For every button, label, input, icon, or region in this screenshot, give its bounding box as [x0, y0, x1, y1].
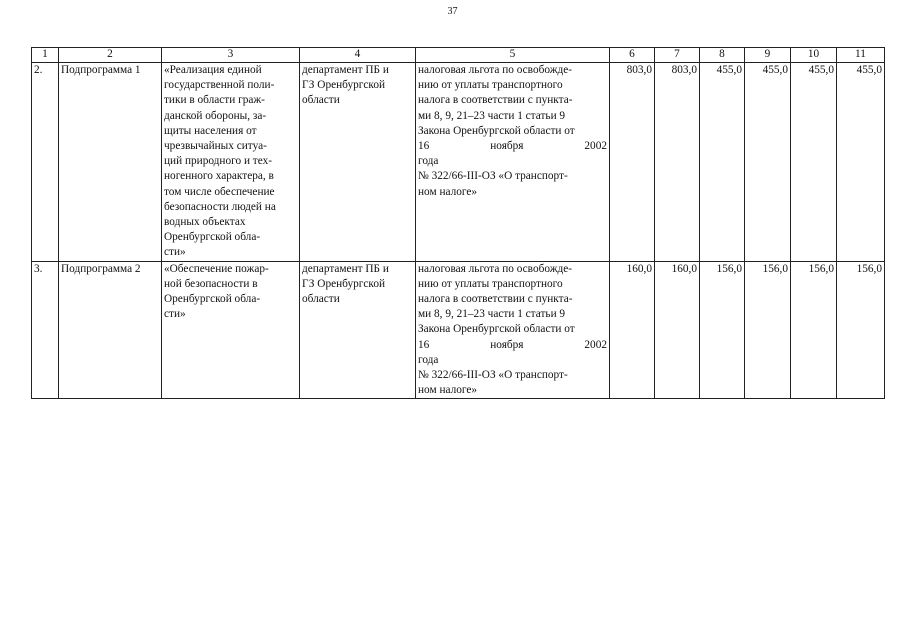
text-line: Оренбургской обла-	[164, 231, 261, 244]
program-name-cell	[162, 261, 300, 399]
column-header: 10	[791, 48, 837, 63]
text-line: ном налоге»	[418, 384, 478, 397]
value-cell: 160,0	[610, 261, 655, 399]
text-line: № 322/66-III-ОЗ «О транспорт-	[418, 369, 568, 382]
table-header-row	[32, 48, 885, 63]
text-line: департамент ПБ и	[302, 64, 389, 76]
text-line: данской обороны, за-	[164, 109, 267, 122]
value-cell: 156,0	[745, 261, 791, 399]
text-line: ГЗ Оренбургской	[302, 277, 386, 290]
value-cell: 455,0	[791, 63, 837, 262]
text-line: «Обеспечение пожар-	[164, 262, 269, 275]
text-line: области	[302, 293, 340, 306]
text-line: налоговая льгота по освобожде-	[418, 64, 573, 76]
text-line: безопасности людей на	[164, 200, 276, 213]
column-header: 2	[59, 48, 162, 63]
value-cell: 803,0	[655, 63, 700, 262]
text-line: государственной поли-	[164, 79, 275, 92]
text-line: № 322/66-III-ОЗ «О транспорт-	[418, 170, 568, 183]
text-line: ногенного характера, в	[164, 170, 274, 183]
text-line: нию от уплаты транспортного	[418, 79, 563, 92]
text-line: Закона Оренбургской области от	[418, 124, 575, 137]
department-cell	[300, 63, 416, 262]
column-header: 8	[700, 48, 745, 63]
text-line: сти»	[164, 308, 186, 321]
row-number: 3.	[32, 261, 59, 399]
text-line: 16 ноября 2002 года	[418, 140, 607, 168]
value-cell: 455,0	[700, 63, 745, 262]
text-line: том числе обеспечение	[164, 185, 275, 198]
table-row	[32, 261, 885, 399]
program-cell: Подпрограмма 2	[59, 261, 162, 399]
page-number: 37	[447, 6, 458, 17]
text-line: ми 8, 9, 21–23 части 1 статьи 9	[418, 308, 566, 321]
text-line: ГЗ Оренбургской	[302, 79, 386, 92]
column-header: 11	[837, 48, 885, 63]
text-line: Оренбургской обла-	[164, 293, 261, 306]
text-line: налога в соответствии с пункта-	[418, 94, 573, 107]
text-line: 16 ноября 2002 года	[418, 338, 607, 366]
text-line: чрезвычайных ситуа-	[164, 140, 267, 153]
text-line: сти»	[164, 246, 186, 259]
data-table	[31, 47, 885, 399]
column-header: 5	[416, 48, 610, 63]
text-line: Закона Оренбургской области от	[418, 323, 575, 336]
text-line: департамент ПБ и	[302, 262, 389, 275]
text-line: водных объектах	[164, 216, 246, 229]
column-header: 7	[655, 48, 700, 63]
text-line: тики в области граж-	[164, 94, 265, 107]
department-cell	[300, 261, 416, 399]
text-line: «Реализация единой	[164, 64, 262, 76]
column-header: 3	[162, 48, 300, 63]
value-cell: 156,0	[700, 261, 745, 399]
value-cell: 156,0	[837, 261, 885, 399]
column-header: 1	[32, 48, 59, 63]
text-line: ми 8, 9, 21–23 части 1 статьи 9	[418, 109, 566, 122]
value-cell: 803,0	[610, 63, 655, 262]
table-row	[32, 63, 885, 262]
value-cell: 455,0	[837, 63, 885, 262]
program-name-cell	[162, 63, 300, 262]
program-cell: Подпрограмма 1	[59, 63, 162, 262]
text-line: ций природного и тех-	[164, 155, 273, 168]
column-header: 4	[300, 48, 416, 63]
description-cell	[416, 261, 610, 399]
value-cell: 455,0	[745, 63, 791, 262]
value-cell: 160,0	[655, 261, 700, 399]
text-line: области	[302, 94, 340, 107]
text-line: налога в соответствии с пункта-	[418, 293, 573, 306]
text-line: ной безопасности в	[164, 277, 258, 290]
text-line: щиты населения от	[164, 124, 257, 137]
column-header: 6	[610, 48, 655, 63]
column-header: 9	[745, 48, 791, 63]
value-cell: 156,0	[791, 261, 837, 399]
row-number: 2.	[32, 63, 59, 262]
text-line: нию от уплаты транспортного	[418, 277, 563, 290]
text-line: ном налоге»	[418, 185, 478, 198]
text-line: налоговая льгота по освобожде-	[418, 262, 573, 275]
description-cell	[416, 63, 610, 262]
